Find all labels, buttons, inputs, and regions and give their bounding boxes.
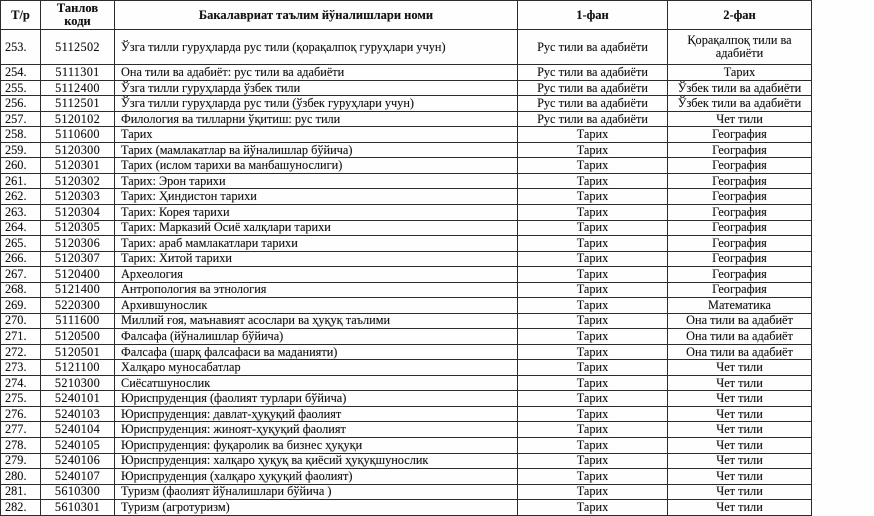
cell-code: 5120307 — [41, 251, 115, 267]
cell-name: Юриспруденция: фуқаролик ва бизнес ҳуқуқи — [115, 437, 518, 453]
cell-num: 262. — [1, 189, 41, 205]
cell-num: 271. — [1, 329, 41, 345]
cell-code: 5120305 — [41, 220, 115, 236]
cell-num: 261. — [1, 173, 41, 189]
cell-num: 264. — [1, 220, 41, 236]
table-row — [1, 500, 812, 516]
cell-name: Халқаро муносабатлар — [115, 360, 518, 376]
cell-code: 5120501 — [41, 344, 115, 360]
cell-fan2: Чет тили — [668, 469, 812, 485]
cell-name: Антропология ва этнология — [115, 282, 518, 298]
table-row — [1, 422, 812, 438]
table-row — [1, 236, 812, 252]
cell-fan2: Чет тили — [668, 484, 812, 500]
cell-name: Тарих: Хитой тарихи — [115, 251, 518, 267]
cell-num: 277. — [1, 422, 41, 438]
cell-code: 5120301 — [41, 158, 115, 174]
cell-num: 254. — [1, 65, 41, 81]
table-row — [1, 30, 812, 65]
cell-fan1: Тарих — [518, 267, 668, 283]
cell-num: 256. — [1, 96, 41, 112]
cell-code: 5120303 — [41, 189, 115, 205]
cell-name: Туризм (агротуризм) — [115, 500, 518, 516]
cell-num: 259. — [1, 142, 41, 158]
cell-code: 5120400 — [41, 267, 115, 283]
cell-name: Юриспруденция: халқаро ҳуқуқ ва қиёсий ҳуқуқшунослик — [115, 453, 518, 469]
cell-fan2: Математика — [668, 298, 812, 314]
cell-fan1: Тарих — [518, 158, 668, 174]
cell-fan2: Чет тили — [668, 453, 812, 469]
table-row — [1, 127, 812, 143]
cell-fan2: География — [668, 267, 812, 283]
cell-fan2: Чет тили — [668, 406, 812, 422]
table-row — [1, 267, 812, 283]
cell-fan1: Тарих — [518, 500, 668, 516]
cell-name: Фалсафа (йўналишлар бўйича) — [115, 329, 518, 345]
cell-code: 5120300 — [41, 142, 115, 158]
cell-name: Филология ва тилларни ўқитиш: рус тили — [115, 111, 518, 127]
header-cell-code: Танлов коди — [41, 1, 115, 30]
cell-fan2: География — [668, 173, 812, 189]
cell-num: 282. — [1, 500, 41, 516]
cell-code: 5240101 — [41, 391, 115, 407]
cell-num: 260. — [1, 158, 41, 174]
cell-fan2: Чет тили — [668, 500, 812, 516]
cell-code: 5121400 — [41, 282, 115, 298]
cell-fan2: Қорақалпоқ тили ва адабиёти — [668, 30, 812, 65]
cell-num: 257. — [1, 111, 41, 127]
cell-name: Юриспруденция (халқаро ҳуқуқий фаолият) — [115, 469, 518, 485]
cell-code: 5110600 — [41, 127, 115, 143]
cell-fan2: Она тили ва адабиёт — [668, 329, 812, 345]
table-row — [1, 313, 812, 329]
cell-fan1: Тарих — [518, 173, 668, 189]
cell-fan2: Тарих — [668, 65, 812, 81]
table-row — [1, 111, 812, 127]
cell-code: 5610301 — [41, 500, 115, 516]
cell-fan1: Тарих — [518, 236, 668, 252]
cell-num: 268. — [1, 282, 41, 298]
table-row — [1, 173, 812, 189]
cell-fan1: Тарих — [518, 484, 668, 500]
cell-code: 5210300 — [41, 375, 115, 391]
cell-fan2: Она тили ва адабиёт — [668, 344, 812, 360]
cell-fan1: Тарих — [518, 344, 668, 360]
cell-num: 278. — [1, 437, 41, 453]
cell-num: 280. — [1, 469, 41, 485]
cell-name: Юриспруденция: давлат-ҳуқуқий фаолият — [115, 406, 518, 422]
cell-name: Ўзга тилли гуруҳларда рус тили (қорақалпоқ гуруҳлари учун) — [115, 30, 518, 65]
table-row — [1, 205, 812, 221]
table-row — [1, 469, 812, 485]
cell-num: 274. — [1, 375, 41, 391]
table-body — [1, 30, 812, 516]
cell-name: Архившунослик — [115, 298, 518, 314]
cell-code: 5240105 — [41, 437, 115, 453]
cell-fan2: География — [668, 158, 812, 174]
cell-fan1: Тарих — [518, 220, 668, 236]
cell-code: 5220300 — [41, 298, 115, 314]
table-row — [1, 251, 812, 267]
cell-code: 5120302 — [41, 173, 115, 189]
cell-name: Тарих: Марказий Осиё халқлари тарихи — [115, 220, 518, 236]
cell-name: Тарих: Корея тарихи — [115, 205, 518, 221]
cell-code: 5610300 — [41, 484, 115, 500]
table-row — [1, 298, 812, 314]
cell-fan2: География — [668, 189, 812, 205]
table-row — [1, 158, 812, 174]
cell-fan1: Рус тили ва адабиёти — [518, 65, 668, 81]
table-row — [1, 282, 812, 298]
cell-fan1: Тарих — [518, 329, 668, 345]
cell-name: Она тили ва адабиёт: рус тили ва адабиёти — [115, 65, 518, 81]
cell-num: 275. — [1, 391, 41, 407]
cell-num: 273. — [1, 360, 41, 376]
cell-name: Тарих — [115, 127, 518, 143]
cell-fan2: Чет тили — [668, 391, 812, 407]
cell-fan1: Тарих — [518, 422, 668, 438]
table-row — [1, 391, 812, 407]
table-row — [1, 453, 812, 469]
cell-name: Тарих: араб мамлакатлари тарихи — [115, 236, 518, 252]
cell-num: 263. — [1, 205, 41, 221]
header-cell-fan2: 2-фан — [668, 1, 812, 30]
cell-name: Туризм (фаолият йўналишлари бўйича ) — [115, 484, 518, 500]
cell-name: Сиёсатшунослик — [115, 375, 518, 391]
cell-code: 5112400 — [41, 80, 115, 96]
table-row — [1, 329, 812, 345]
cell-code: 5240104 — [41, 422, 115, 438]
cell-code: 5112501 — [41, 96, 115, 112]
cell-code: 5120102 — [41, 111, 115, 127]
cell-num: 272. — [1, 344, 41, 360]
cell-fan2: География — [668, 251, 812, 267]
cell-fan1: Тарих — [518, 313, 668, 329]
cell-fan1: Рус тили ва адабиёти — [518, 30, 668, 65]
cell-num: 258. — [1, 127, 41, 143]
cell-fan2: Чет тили — [668, 111, 812, 127]
cell-fan2: География — [668, 205, 812, 221]
table-row — [1, 344, 812, 360]
table-header — [1, 1, 812, 30]
table-row — [1, 360, 812, 376]
cell-num: 270. — [1, 313, 41, 329]
cell-name: Тарих: Эрон тарихи — [115, 173, 518, 189]
cell-name: Ўзга тилли гуруҳларда рус тили (ўзбек гуруҳлари учун) — [115, 96, 518, 112]
table-row — [1, 189, 812, 205]
cell-code: 5120500 — [41, 329, 115, 345]
cell-fan1: Тарих — [518, 127, 668, 143]
cell-name: Фалсафа (шарқ фалсафаси ва маданияти) — [115, 344, 518, 360]
cell-num: 269. — [1, 298, 41, 314]
cell-name: Археология — [115, 267, 518, 283]
cell-fan2: География — [668, 282, 812, 298]
cell-name: Тарих (мамлакатлар ва йўналишлар бўйича) — [115, 142, 518, 158]
cell-fan2: Ўзбек тили ва адабиёти — [668, 96, 812, 112]
cell-fan1: Рус тили ва адабиёти — [518, 96, 668, 112]
cell-name: Ўзга тилли гуруҳларда ўзбек тили — [115, 80, 518, 96]
cell-fan1: Тарих — [518, 251, 668, 267]
cell-fan1: Тарих — [518, 469, 668, 485]
cell-fan2: География — [668, 142, 812, 158]
header-cell-fan1: 1-фан — [518, 1, 668, 30]
cell-fan1: Тарих — [518, 391, 668, 407]
cell-fan1: Тарих — [518, 360, 668, 376]
table-row — [1, 437, 812, 453]
cell-fan1: Тарих — [518, 437, 668, 453]
cell-code: 5240107 — [41, 469, 115, 485]
cell-name: Тарих: Ҳиндистон тарихи — [115, 189, 518, 205]
cell-num: 279. — [1, 453, 41, 469]
table-row — [1, 484, 812, 500]
cell-fan2: География — [668, 236, 812, 252]
cell-name: Юриспруденция (фаолият турлари бўйича) — [115, 391, 518, 407]
cell-fan2: География — [668, 220, 812, 236]
cell-code: 5121100 — [41, 360, 115, 376]
header-cell-num: Т/р — [1, 1, 41, 30]
cell-num: 265. — [1, 236, 41, 252]
cell-fan1: Рус тили ва адабиёти — [518, 111, 668, 127]
cell-code: 5240103 — [41, 406, 115, 422]
cell-fan1: Рус тили ва адабиёти — [518, 80, 668, 96]
table-row — [1, 142, 812, 158]
cell-code: 5240106 — [41, 453, 115, 469]
cell-code: 5111301 — [41, 65, 115, 81]
cell-name: Юриспруденция: жиноят-ҳуқуқий фаолият — [115, 422, 518, 438]
table-header-row — [1, 1, 812, 30]
cell-fan2: Она тили ва адабиёт — [668, 313, 812, 329]
cell-code: 5111600 — [41, 313, 115, 329]
cell-fan1: Тарих — [518, 298, 668, 314]
cell-num: 253. — [1, 30, 41, 65]
cell-fan2: Ўзбек тили ва адабиёти — [668, 80, 812, 96]
table-row — [1, 220, 812, 236]
header-cell-name: Бакалавриат таълим йўналишлари номи — [115, 1, 518, 30]
cell-num: 276. — [1, 406, 41, 422]
cell-code: 5112502 — [41, 30, 115, 65]
table-row — [1, 406, 812, 422]
cell-num: 266. — [1, 251, 41, 267]
cell-num: 267. — [1, 267, 41, 283]
cell-name: Миллий ғоя, маънавият асослари ва ҳуқуқ таълими — [115, 313, 518, 329]
cell-fan2: Чет тили — [668, 360, 812, 376]
table-row — [1, 65, 812, 81]
cell-name: Тарих (ислом тарихи ва манбашунослиги) — [115, 158, 518, 174]
cell-fan1: Тарих — [518, 406, 668, 422]
cell-fan2: Чет тили — [668, 437, 812, 453]
cell-fan1: Тарих — [518, 453, 668, 469]
table-row — [1, 375, 812, 391]
table-row — [1, 96, 812, 112]
table-row — [1, 80, 812, 96]
cell-fan1: Тарих — [518, 205, 668, 221]
cell-fan1: Тарих — [518, 189, 668, 205]
cell-fan1: Тарих — [518, 375, 668, 391]
cell-fan2: География — [668, 127, 812, 143]
cell-fan2: Чет тили — [668, 422, 812, 438]
cell-fan1: Тарих — [518, 282, 668, 298]
cell-num: 281. — [1, 484, 41, 500]
cell-code: 5120304 — [41, 205, 115, 221]
cell-fan1: Тарих — [518, 142, 668, 158]
cell-code: 5120306 — [41, 236, 115, 252]
cell-num: 255. — [1, 80, 41, 96]
cell-fan2: Чет тили — [668, 375, 812, 391]
